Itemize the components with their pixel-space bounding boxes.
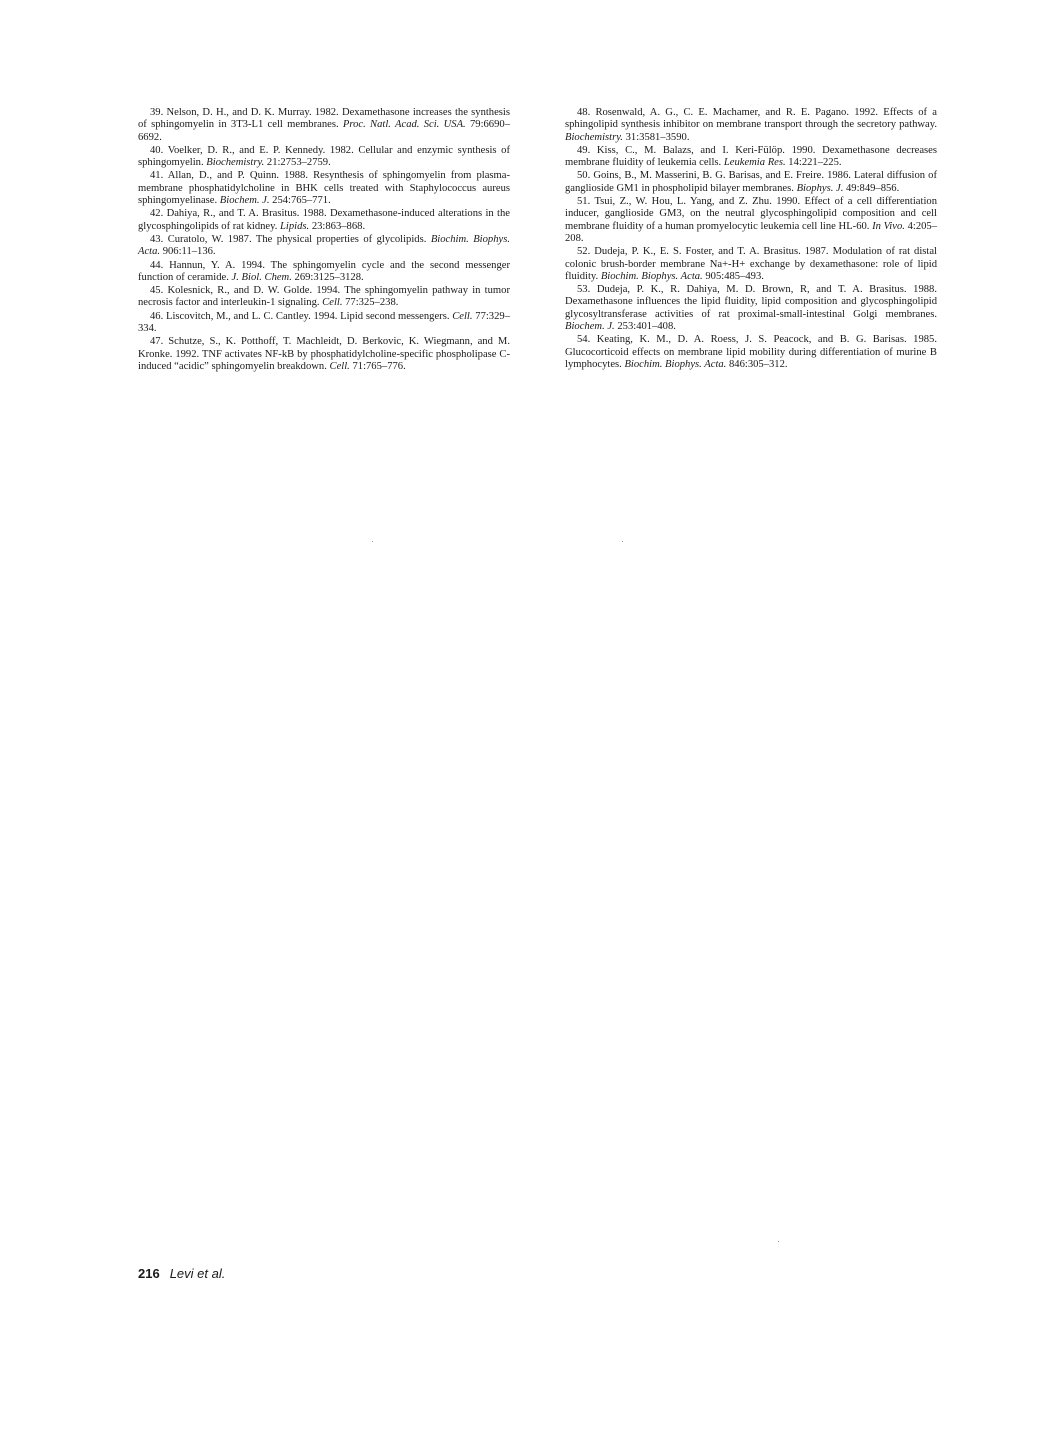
reference-text: 51. Tsui, Z., W. Hou, L. Yang, and Z. Zhu. 1990. Effect of a cell differentiation inducer, ganglioside GM3, on the neutral glycosphingolipid composition and cell membrane fluidity of a human promyelocytic leukemia cell line HL-60. <box>565 196 937 232</box>
reference-citation: 906:11–136. <box>160 246 216 258</box>
journal-name: In Vivo. <box>872 220 905 232</box>
journal-name: Biochim. Biophys. Acta. <box>138 233 510 258</box>
reference-53 <box>565 284 937 333</box>
reference-text: 53. Dudeja, P. K., R. Dahiya, M. D. Brown, R, and T. A. Brasitus. 1988. Dexamethasone influences the lipid fluidity, lipid composition and glycosphingolipid glycosyltransferase activities of rat proximal-small-intestinal Golgi membranes. <box>565 284 937 320</box>
page-footer <box>138 1266 225 1281</box>
reference-citation: 254:765–771. <box>269 195 331 207</box>
reference-42 <box>138 208 510 233</box>
reference-citation: 4:205–208. <box>565 220 938 244</box>
reference-citation: 23:863–868. <box>309 220 366 232</box>
reference-text: 54. Keating, K. M., D. A. Roess, J. S. Peacock, and B. G. Barisas. 1985. Glucocorticoid effects on membrane lipid mobility during differentiation of murine B lymphocytes. <box>565 334 937 370</box>
page-number: 216 <box>138 1266 160 1281</box>
scan-speck <box>622 541 623 542</box>
reference-39 <box>138 107 510 144</box>
journal-name: Proc. Natl. Acad. Sci. USA. <box>342 119 466 131</box>
journal-name: Biochemistry. <box>206 157 265 169</box>
reference-text: 41. Allan, D., and P. Quinn. 1988. Resynthesis of sphingomyelin from plasma-membrane phosphatidylcholine in BHK cells treated with Staphylococcus aureus sphingomyelinase. <box>138 170 510 207</box>
reference-text: 43. Curatolo, W. 1987. The physical properties of glycolipids. <box>150 233 431 245</box>
reference-50 <box>565 170 937 195</box>
journal-name: Biochim. Biophys. Acta. <box>624 358 727 370</box>
journal-name: Cell. <box>329 360 350 372</box>
reference-citation: 71:765–776. <box>349 360 406 372</box>
reference-54 <box>565 334 937 371</box>
journal-name: J. Biol. Chem. <box>231 271 292 283</box>
journal-name: Leukemia Res. <box>723 157 786 169</box>
reference-citation: 253:401–408. <box>614 321 676 333</box>
reference-40 <box>138 145 510 170</box>
reference-45 <box>138 285 510 310</box>
reference-47 <box>138 336 510 373</box>
reference-41 <box>138 170 510 207</box>
journal-name: Cell. <box>322 297 343 309</box>
reference-citation: 31:3581–3590. <box>622 131 690 143</box>
reference-44 <box>138 260 510 285</box>
reference-text: 40. Voelker, D. R., and E. P. Kennedy. 1982. Cellular and enzymic synthesis of sphingomyelin. <box>138 144 510 169</box>
reference-citation: 49:849–856. <box>843 182 900 194</box>
reference-text: 50. Goins, B., M. Masserini, B. G. Barisas, and E. Freire. 1986. Lateral diffusion of ganglioside GM1 in phospholipid bilayer membranes. <box>565 170 937 194</box>
reference-text: 48. Rosenwald, A. G., C. E. Machamer, and R. E. Pagano. 1992. Effects of a sphingolipid synthesis inhibitor on membrane transport through the secretory pathway. <box>565 107 937 131</box>
reference-citation: 14:221–225. <box>785 157 842 169</box>
reference-citation: 905:485–493. <box>702 270 764 282</box>
reference-48 <box>565 107 937 144</box>
journal-name: Biochem. J. <box>565 321 615 333</box>
reference-43 <box>138 234 510 259</box>
reference-51 <box>565 196 937 245</box>
references-column-left <box>138 107 510 374</box>
journal-name: Biochim. Biophys. Acta. <box>600 270 703 282</box>
reference-text: 45. Kolesnick, R., and D. W. Golde. 1994. The sphingomyelin pathway in tumor necrosis factor and interleukin-1 signaling. <box>138 285 510 309</box>
reference-52 <box>565 246 937 283</box>
scan-speck <box>372 541 373 542</box>
journal-name: Biophys. J. <box>796 182 844 194</box>
reference-text: 44. Hannun, Y. A. 1994. The sphingomyelin cycle and the second messenger function of ceramide. <box>138 259 510 283</box>
running-head: Levi et al. <box>169 1266 226 1281</box>
reference-text: 47. Schutze, S., K. Potthoff, T. Machleidt, D. Berkovic, K. Wiegmann, and M. Kronke. 1992. TNF activates NF-kB by phosphatidylcholine-specific phospholipase C-induced “acidic” sphingomyelin breakdown. <box>138 336 510 372</box>
journal-name: Lipids. <box>280 220 310 232</box>
reference-text: 39. Nelson, D. H., and D. K. Murray. 1982. Dexamethasone increases the synthesis of sphingomyelin in 3T3-L1 cell membranes. <box>138 107 510 131</box>
journal-name: Biochem. J. <box>219 195 270 207</box>
reference-text: 42. Dahiya, R., and T. A. Brasitus. 1988. Dexamethasone-induced alterations in the glycosphingolipids of rat kidney. <box>138 208 510 232</box>
reference-citation: 269:3125–3128. <box>291 271 364 283</box>
reference-citation: 846:305–312. <box>726 358 788 370</box>
reference-text: 52. Dudeja, P. K., E. S. Foster, and T. A. Brasitus. 1987. Modulation of rat distal colonic brush-border membrane Na+-H+ exchange by dexamethasone: role of lipid fluidity. <box>565 246 937 282</box>
journal-name: Biochemistry. <box>565 131 623 143</box>
reference-citation: 77:329–334. <box>138 310 510 335</box>
reference-citation: 79:6690–6692. <box>138 119 510 143</box>
journal-name: Cell. <box>452 310 473 322</box>
reference-citation: 77:325–238. <box>342 297 399 309</box>
references-column-right <box>565 107 937 372</box>
scan-speck <box>778 1241 779 1242</box>
reference-46 <box>138 311 510 336</box>
reference-citation: 21:2753–2759. <box>264 157 331 169</box>
reference-text: 46. Liscovitch, M., and L. C. Cantley. 1994. Lipid second messengers. <box>150 310 453 322</box>
reference-text: 49. Kiss, C., M. Balazs, and I. Keri-Fülöp. 1990. Dexamethasone decreases membrane fluidity of leukemia cells. <box>565 144 937 169</box>
reference-49 <box>565 145 937 170</box>
